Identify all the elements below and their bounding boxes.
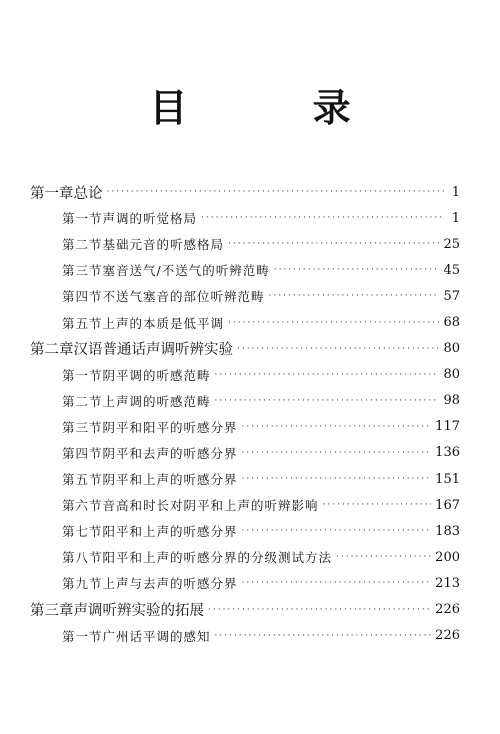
toc-page-number: 226 [435,628,460,644]
toc-entry-title: 汉语普通话声调听辨实验 [73,342,233,359]
toc-entry-number: 第七节 [62,524,103,540]
toc-entry-title: 上声与去声的听感分界 [102,576,238,592]
toc-leader-dots [242,474,432,484]
toc-section-row[interactable] [0,362,500,388]
toc-entry-number: 第六节 [62,498,103,514]
toc-entry-number: 第二章 [30,342,74,359]
toc-entry-title: 声调听辨实验的拓展 [73,603,204,620]
toc-page-number: 226 [435,602,460,618]
toc-entry-number: 第二节 [62,393,103,409]
toc-page-number: 57 [443,288,460,304]
toc-entry-number: 第八节 [62,550,103,566]
toc-entry-number: 第九节 [62,576,103,592]
toc-leader-dots [323,500,432,510]
toc-page-number: 117 [435,419,460,435]
page-title: 目 录 [149,85,407,130]
toc-entry-title: 塞音送气/不送气的听辨范畴 [102,263,270,279]
toc-page-number: 68 [443,315,460,331]
toc-section-row[interactable] [0,440,500,466]
toc-entry-title: 阴平和阳平的听感分界 [102,419,238,435]
toc-page-number: 80 [443,367,460,383]
toc-leader-dots [336,552,431,562]
toc-page-number: 98 [443,393,460,409]
toc-entry-title: 阴平调的听感范畴 [102,367,211,383]
table-of-contents [0,179,500,649]
toc-leader-dots [215,396,440,406]
toc-leader-dots [242,526,432,536]
toc-entry-number: 第四节 [62,445,103,461]
toc-entry-title: 阴平和去声的听感分界 [102,445,238,461]
toc-leader-dots [228,318,439,328]
toc-leader-dots [215,370,440,380]
toc-leader-dots [228,239,439,249]
toc-section-row[interactable] [0,466,500,492]
toc-section-row[interactable] [0,309,500,335]
toc-entry-number: 第五节 [62,472,103,488]
toc-entry-title: 基础元音的听感格局 [102,237,225,253]
toc-entry-title: 阳平和上声的听感分界的分级测试方法 [102,550,333,566]
toc-leader-dots [201,213,444,223]
toc-leader-dots [107,187,445,197]
toc-page-number: 183 [435,523,460,539]
toc-section-row[interactable] [0,283,500,309]
toc-leader-dots [274,265,440,275]
toc-entry-number: 第三节 [62,419,103,435]
toc-entry-number: 第五节 [62,315,103,331]
toc-leader-dots [208,605,431,615]
toc-leader-dots [215,631,432,641]
toc-entry-number: 第二节 [62,237,103,253]
toc-leader-dots [242,578,432,588]
toc-entry-number: 第四节 [62,289,103,305]
toc-page-number: 200 [435,549,460,565]
toc-leader-dots [269,291,440,301]
toc-entry-title: 声调的听觉格局 [102,211,198,227]
toc-page-number: 167 [435,497,460,513]
toc-page-number: 1 [451,184,460,200]
toc-section-row[interactable] [0,492,500,518]
toc-page-number: 136 [435,445,460,461]
toc-entry-title: 广州话平调的感知 [102,628,211,644]
toc-page-number: 1 [451,210,460,226]
toc-section-row[interactable] [0,205,500,231]
toc-section-row[interactable] [0,257,500,283]
toc-entry-title: 总论 [73,185,103,202]
toc-entry-title: 阴平和上声的听感分界 [102,472,238,488]
toc-leader-dots [242,448,432,458]
toc-entry-number: 第一节 [62,628,103,644]
toc-page-number: 213 [435,575,460,591]
toc-entry-number: 第一章 [30,185,74,202]
toc-entry-number: 第一节 [62,367,103,383]
toc-entry-title: 不送气塞音的部位听辨范畴 [102,289,265,305]
toc-section-row[interactable] [0,388,500,414]
toc-section-row[interactable] [0,414,500,440]
toc-page-number: 151 [435,471,460,487]
toc-entry-number: 第三章 [30,603,74,620]
toc-page-number: 45 [443,262,460,278]
toc-chapter-row[interactable] [0,179,500,205]
toc-leader-dots [237,344,439,354]
toc-section-row[interactable] [0,518,500,544]
toc-section-row[interactable] [0,570,500,596]
toc-page-number: 25 [443,236,460,252]
toc-entry-title: 阳平和上声的听感分界 [102,524,238,540]
toc-section-row[interactable] [0,623,500,649]
toc-entry-title: 上声的本质是低平调 [102,315,225,331]
toc-entry-number: 第一节 [62,211,103,227]
toc-chapter-row[interactable] [0,336,500,362]
toc-leader-dots [242,422,432,432]
toc-section-row[interactable] [0,544,500,570]
toc-entry-title: 音高和时长对阴平和上声的听辨影响 [102,498,319,514]
toc-chapter-row[interactable] [0,597,500,623]
toc-section-row[interactable] [0,231,500,257]
toc-entry-number: 第三节 [62,263,103,279]
toc-page-number: 80 [443,341,460,357]
toc-entry-title: 上声调的听感范畴 [102,393,211,409]
